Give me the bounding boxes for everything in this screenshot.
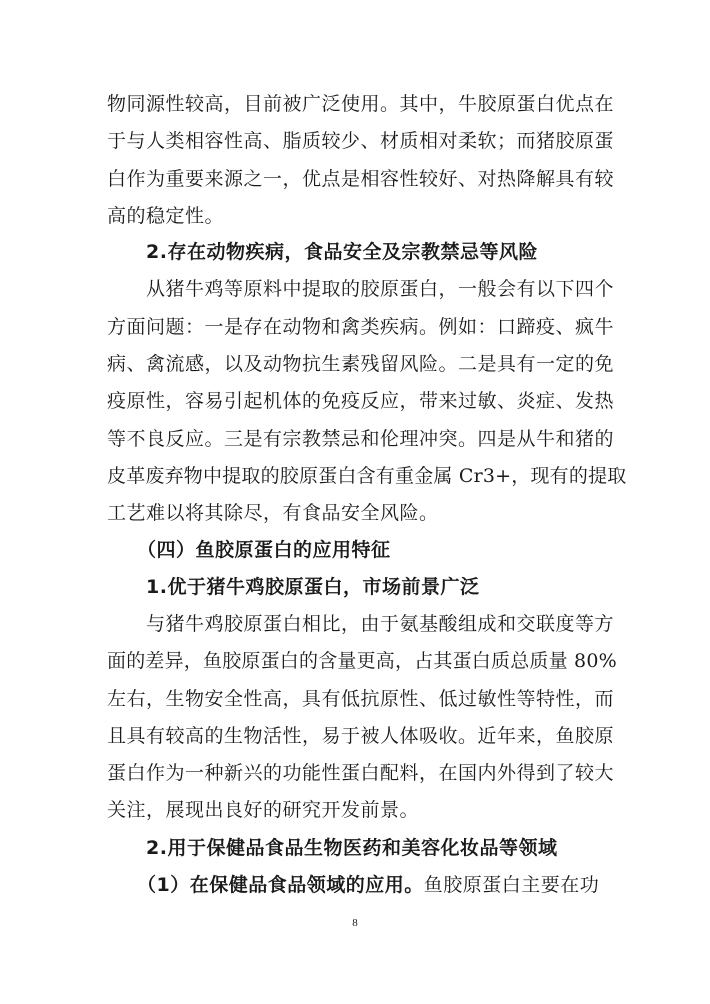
paragraph-line: 工艺难以将其除尽，有食品安全风险。 — [107, 502, 439, 524]
paragraph-line: 方面问题：一是存在动物和禽类疾病。例如：口蹄疫、疯牛 — [107, 316, 615, 338]
subsection-heading: 2.用于保健品食品生物医药和美容化妆品等领域 — [146, 837, 558, 859]
paragraph-line: 左右，生物安全性高，具有低抗原性、低过敏性等特性，而 — [107, 688, 615, 710]
paragraph-line — [137, 873, 637, 897]
paragraph-line: 与猪牛鸡胶原蛋白相比，由于氨基酸组成和交联度等方 — [146, 613, 615, 635]
paragraph-line: 病、禽流感，以及动物抗生素残留风险。二是具有一定的免 — [107, 353, 615, 375]
paragraph-line: 关注，展现出良好的研究开发前景。 — [107, 799, 420, 821]
paragraph-line: 白作为重要来源之一，优点是相容性较好、对热降解具有较 — [107, 168, 615, 190]
paragraph-line: 等不良反应。三是有宗教禁忌和伦理冲突。四是从牛和猪的 — [107, 428, 615, 450]
section-heading: （四）鱼胶原蛋白的应用特征 — [137, 539, 391, 561]
paragraph-text: 鱼胶原蛋白主要在功 — [423, 874, 600, 896]
paragraph-line: 从猪牛鸡等原料中提取的胶原蛋白，一般会有以下四个 — [146, 278, 615, 300]
paragraph-line: 于与人类相容性高、脂质较少、材质相对柔软；而猪胶原蛋 — [107, 130, 615, 152]
paragraph-line: 物同源性较高，目前被广泛使用。其中，牛胶原蛋白优点在 — [107, 93, 615, 115]
subsection-heading: 2.存在动物疾病，食品安全及宗教禁忌等风险 — [146, 241, 538, 263]
paragraph-line: 疫原性，容易引起机体的免疫反应，带来过敏、炎症、发热 — [107, 390, 615, 412]
paragraph-line: 面的差异，鱼胶原蛋白的含量更高，占其蛋白质总质量 80% — [107, 650, 617, 672]
paragraph-line: 且具有较高的生物活性，易于被人体吸收。近年来，鱼胶原 — [107, 725, 615, 747]
page-number: 8 — [352, 917, 358, 929]
paragraph-line: 蛋白作为一种新兴的功能性蛋白配料，在国内外得到了较大 — [107, 762, 615, 784]
subsection-heading: 1.优于猪牛鸡胶原蛋白，市场前景广泛 — [146, 576, 480, 598]
paragraph-line: 高的稳定性。 — [107, 205, 225, 227]
inline-heading: （1）在保健品食品领域的应用。 — [137, 874, 424, 896]
paragraph-line: 皮革废弃物中提取的胶原蛋白含有重金属 Cr3+，现有的提取 — [107, 465, 627, 487]
